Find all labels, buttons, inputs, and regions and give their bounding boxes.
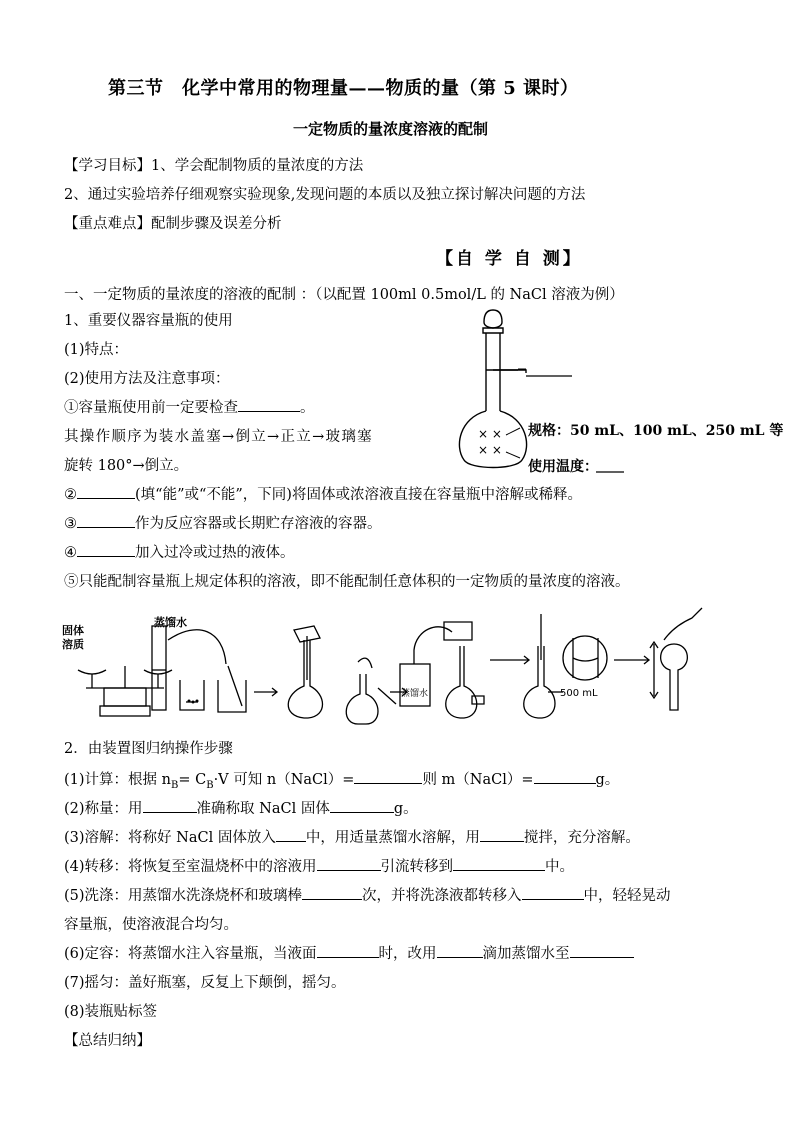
step-2-text: 准确称取 NaCl 固体 bbox=[196, 801, 330, 817]
step-3 bbox=[64, 826, 640, 847]
step-3-text: 中，用适量蒸馏水溶解，用 bbox=[305, 830, 480, 846]
step-5-text: (5)洗涤：用蒸馏水洗涤烧杯和玻璃棒 bbox=[64, 888, 303, 904]
answer-blank[interactable] bbox=[143, 798, 197, 813]
answer-blank[interactable] bbox=[437, 943, 483, 958]
answer-blank[interactable] bbox=[522, 885, 584, 900]
step-6 bbox=[64, 942, 634, 963]
answer-blank[interactable] bbox=[77, 542, 135, 557]
caution-1-end: 。 bbox=[300, 400, 315, 416]
answer-blank[interactable] bbox=[534, 769, 596, 784]
part1-heading: 一、一定物质的量浓度的溶液的配制 ：（以配置 100ml 0.5mol/L 的 NaCl 溶液为例） bbox=[64, 287, 624, 303]
procedure-apparatus-figure bbox=[58, 600, 726, 728]
solid-label-1: 固体 bbox=[62, 624, 84, 637]
step-5 bbox=[64, 884, 671, 905]
page-title: 第三节 化学中常用的物理量——物质的量（第 5 课时） bbox=[108, 78, 579, 99]
step-8: (8)装瓶贴标签 bbox=[64, 1004, 158, 1020]
answer-blank[interactable] bbox=[238, 397, 300, 412]
svg-text:× ×: × × bbox=[478, 443, 502, 457]
step-3-text: 搅拌，充分溶解。 bbox=[523, 830, 640, 846]
caution-2-text: (填“能”或“不能”，下同)将固体或浓溶液直接在容量瓶中溶解或稀释。 bbox=[135, 487, 582, 503]
step-4-text: (4)转移：将恢复至室温烧杯中的溶液用 bbox=[64, 859, 317, 875]
step-5-text: 次，并将洗涤液都转移入 bbox=[362, 888, 522, 904]
instrument-heading: 1、重要仪器容量瓶的使用 bbox=[64, 313, 233, 329]
wash-bottle-label: 蒸馏水 bbox=[401, 689, 429, 699]
answer-blank[interactable] bbox=[453, 856, 545, 871]
step-1-text: 则 m（NaCl）= bbox=[422, 772, 534, 788]
part2-heading: 2．由装置图归纳操作步骤 bbox=[64, 741, 233, 757]
step-5-continued: 容量瓶，使溶液混合均匀。 bbox=[64, 917, 238, 933]
lesson-subtitle: 一定物质的量浓度溶液的配制 bbox=[293, 120, 489, 138]
step-1 bbox=[64, 768, 619, 791]
caution-2-num: ② bbox=[64, 487, 77, 503]
answer-blank[interactable] bbox=[77, 484, 135, 499]
caution-4-num: ④ bbox=[64, 545, 77, 561]
step-1-text: = C bbox=[178, 772, 207, 788]
step-7: (7)摇匀：盖好瓶塞，反复上下颠倒，摇匀。 bbox=[64, 975, 346, 991]
answer-blank[interactable] bbox=[480, 827, 524, 842]
step-4-text: 中。 bbox=[545, 859, 575, 875]
caution-5: ⑤只能配制容量瓶上规定体积的溶液，即不能配制任意体积的一定物质的量浓度的溶液。 bbox=[64, 574, 630, 590]
self-study-heading: 【自 学 自 测】 bbox=[436, 249, 583, 269]
step-1-text: ·V 可知 n（NaCl）= bbox=[213, 772, 355, 788]
feature-line: (1)特点： bbox=[64, 342, 129, 358]
answer-blank[interactable] bbox=[276, 827, 306, 842]
subscript: B bbox=[206, 779, 214, 791]
answer-blank[interactable] bbox=[570, 943, 634, 958]
step-1-text: g。 bbox=[595, 772, 620, 788]
flask-temp-label: 使用温度： bbox=[528, 459, 598, 475]
caution-3-num: ③ bbox=[64, 516, 77, 532]
usage-line: (2)使用方法及注意事项： bbox=[64, 371, 230, 387]
caution-3-text: 作为反应容器或长期贮存溶液的容器。 bbox=[135, 516, 382, 532]
answer-blank[interactable] bbox=[330, 798, 394, 813]
flask-spec-label: 规格：50 mL、100 mL、250 mL 等 bbox=[528, 423, 784, 439]
key-points-line: 【重点难点】配制步骤及误差分析 bbox=[64, 216, 282, 232]
step-4-text: 引流转移到 bbox=[380, 859, 454, 875]
caution-4-text: 加入过冷或过热的液体。 bbox=[135, 545, 295, 561]
step-5-text: 中，轻轻晃动 bbox=[583, 888, 671, 904]
caution-1-procedure-end: 旋转 180°→倒立。 bbox=[64, 458, 189, 474]
subscript: B bbox=[171, 779, 179, 791]
answer-blank[interactable] bbox=[317, 856, 381, 871]
answer-blank[interactable] bbox=[354, 769, 422, 784]
summary-heading: 【总结归纳】 bbox=[64, 1033, 151, 1049]
step-6-text: (6)定容：将蒸馏水注入容量瓶，当液面 bbox=[64, 946, 317, 962]
caution-1-text: ①容量瓶使用前一定要检查 bbox=[64, 400, 238, 416]
step-6-text: 时，改用 bbox=[378, 946, 437, 962]
step-2-text: (2)称量：用 bbox=[64, 801, 143, 817]
objectives-line-2: 2、通过实验培养仔细观察实验现象,发现问题的本质以及独立探讨解决问题的方法 bbox=[64, 187, 586, 203]
objectives-line-1: 【学习目标】1、学会配制物质的量浓度的方法 bbox=[64, 158, 364, 174]
answer-blank[interactable] bbox=[77, 513, 135, 528]
caution-4 bbox=[64, 541, 295, 562]
svg-text:× ×: × × bbox=[478, 427, 502, 441]
caution-2 bbox=[64, 483, 582, 504]
step-1-text: (1)计算：根据 n bbox=[64, 772, 171, 788]
step-6-text: 滴加蒸馏水至 bbox=[482, 946, 570, 962]
volume-label: 500 mL bbox=[560, 688, 598, 699]
step-2 bbox=[64, 797, 418, 818]
step-3-text: (3)溶解：将称好 NaCl 固体放入 bbox=[64, 830, 276, 846]
step-2-text: g。 bbox=[393, 801, 418, 817]
volumetric-flask-figure bbox=[450, 308, 784, 478]
caution-1 bbox=[64, 396, 315, 417]
answer-blank[interactable] bbox=[302, 885, 362, 900]
answer-blank[interactable] bbox=[317, 943, 379, 958]
step-4 bbox=[64, 855, 574, 876]
caution-3 bbox=[64, 512, 382, 533]
water-label: 蒸馏水 bbox=[154, 616, 187, 629]
solid-label-2: 溶质 bbox=[62, 638, 84, 651]
caution-1-procedure: 其操作顺序为装水盖塞→倒立→正立→玻璃塞 bbox=[64, 429, 373, 445]
